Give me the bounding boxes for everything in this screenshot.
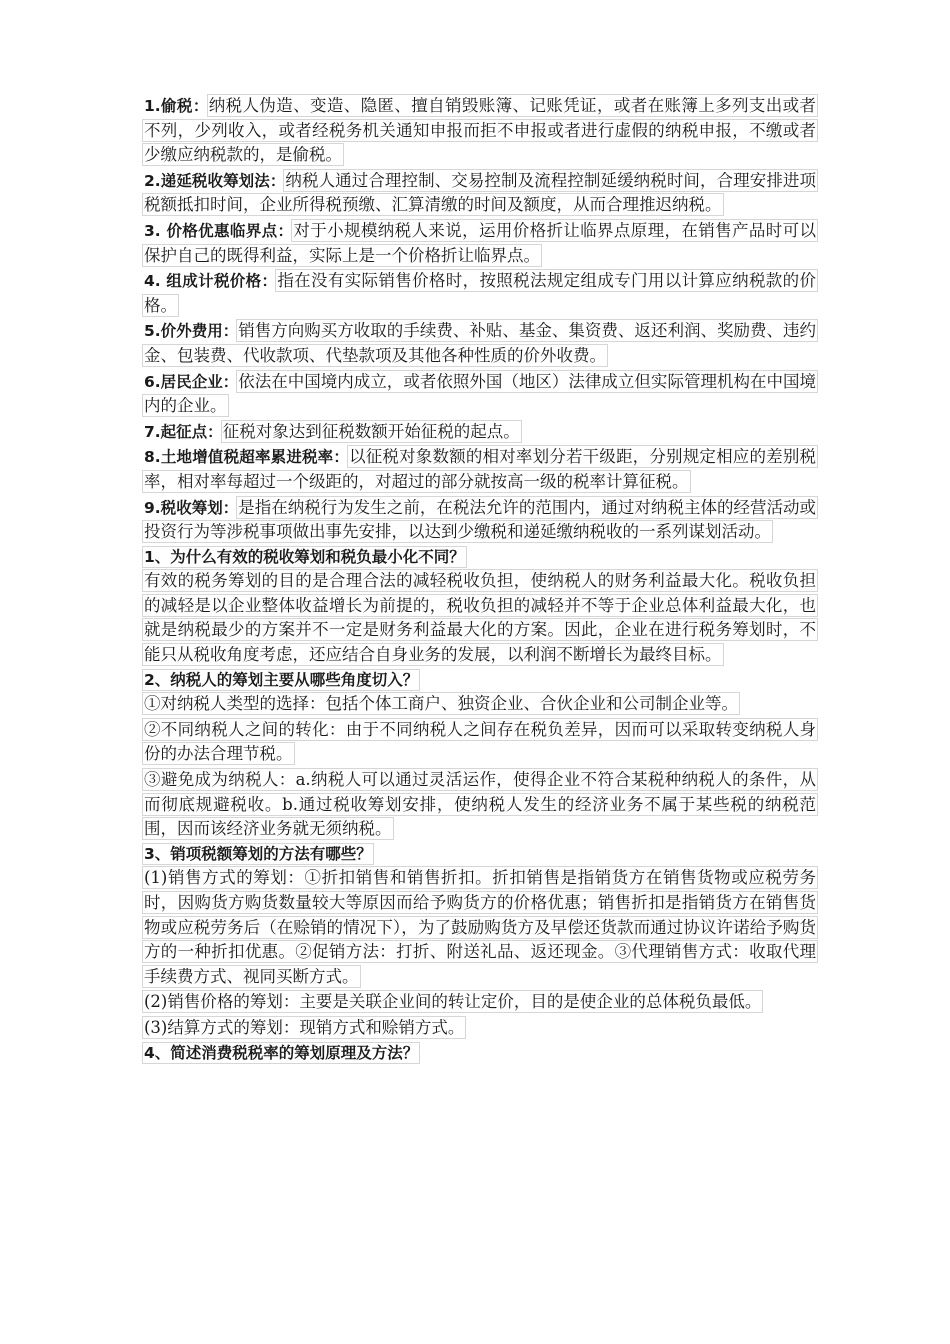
definition-text: 依法在中国境内成立，或者依照外国（地区）法律成立但实际管理机构在中国境内的企业。 bbox=[144, 371, 816, 416]
definition-term: 1.偷税： bbox=[144, 97, 209, 115]
answer-text: (1)销售方式的筹划：①折扣销售和销售折扣。折扣销售是指销货方在销售货物或应税劳务时，因购货方购货数量较大等原因而给予购货方的价格优惠；销售折扣是指销货方在销售货物或应税劳务后（在赊销的情况下），为了鼓励购货方及早偿还货款而通过协议许诺给予购货方的一种折扣优惠。②促销方法：打折、附送礼品、返还现金。③代理销售方式：收取代理手续费方式、视同买断方式。 bbox=[144, 868, 816, 986]
answer-text: ②不同纳税人之间的转化：由于不同纳税人之间存在税负差异，因而可以采取转变纳税人身份的办法合理节税。 bbox=[144, 719, 816, 764]
definition-4 bbox=[144, 269, 816, 318]
definition-term: 2.递延税收筹划法： bbox=[144, 171, 286, 190]
question-3-answer-3 bbox=[144, 1016, 816, 1041]
definition-text: 对于小规模纳税人来说，运用价格折让临界点原理，在销售产品时可以保护自己的既得利益，实际上是一个价格折让临界点。 bbox=[144, 220, 817, 265]
definition-text: 征税对象达到征税数额开始征税的起点。 bbox=[222, 421, 520, 441]
definition-term: 9.税收筹划： bbox=[144, 498, 239, 517]
answer-text: ③避免成为纳税人：a.纳税人可以通过灵活运作，使得企业不符合某税种纳税人的条件，从而彻底规避税收。b.通过税收筹划安排，使纳税人发生的经济业务不属于某些税的纳税范围，因而该经济业务就无须纳税。 bbox=[144, 770, 816, 839]
definition-3 bbox=[144, 219, 816, 268]
question-heading: 1、为什么有效的税收筹划和税负最小化不同？ bbox=[144, 547, 465, 566]
question-2-answer-1 bbox=[144, 692, 816, 717]
definition-1 bbox=[144, 94, 816, 168]
definition-term: 8.土地增值税超率累进税率： bbox=[144, 448, 350, 467]
definition-text: 纳税人伪造、变造、隐匿、擅自销毁账簿、记账凭证，或者在账簿上多列支出或者不列，少列收入，或者经税务机关通知申报而拒不申报或者进行虚假的纳税申报，不缴或者少缴应纳税款的，是偷税。 bbox=[144, 96, 816, 165]
definition-term: 7.起征点： bbox=[144, 422, 223, 441]
definition-9 bbox=[144, 496, 816, 545]
question-heading: 3、销项税额筹划的方法有哪些？ bbox=[144, 844, 372, 863]
definition-7 bbox=[144, 420, 816, 445]
question-3-answer-2 bbox=[144, 990, 816, 1015]
definition-text: 是指在纳税行为发生之前，在税法允许的范围内，通过对纳税主体的经营活动或投资行为等涉税事项做出事先安排，以达到少缴税和递延缴纳税收的一系列谋划活动。 bbox=[144, 497, 816, 542]
answer-text: (2)销售价格的筹划：主要是关联企业间的转让定价，目的是使企业的总体税负最低。 bbox=[144, 992, 762, 1012]
definition-term: 4. 组成计税价格： bbox=[144, 272, 278, 291]
definition-text: 指在没有实际销售价格时，按照税法规定组成专门用以计算应纳税款的价格。 bbox=[144, 271, 816, 315]
question-1-title bbox=[144, 545, 816, 570]
definition-term: 3. 价格优惠临界点： bbox=[144, 221, 294, 240]
definition-term: 5.价外费用： bbox=[144, 322, 239, 341]
question-heading: 4、简述消费税税率的筹划原理及方法？ bbox=[144, 1043, 419, 1062]
definition-6 bbox=[144, 370, 816, 419]
definition-text: 销售方向购买方收取的手续费、补贴、基金、集资费、返还利润、奖励费、违约金、包装费、代收款项、代垫款项及其他各种性质的价外收费。 bbox=[144, 321, 816, 365]
question-1-answer bbox=[144, 569, 816, 667]
question-heading: 2、纳税人的筹划主要从哪些角度切入？ bbox=[144, 670, 419, 689]
question-2-title bbox=[144, 668, 816, 693]
question-2-answer-2 bbox=[144, 718, 816, 767]
definition-5 bbox=[144, 319, 816, 368]
definition-2 bbox=[144, 169, 816, 218]
question-2-answer-3 bbox=[144, 768, 816, 842]
definition-8 bbox=[144, 445, 816, 494]
question-3-answer-1 bbox=[144, 866, 816, 989]
definition-text: 纳税人通过合理控制、交易控制及流程控制延缓纳税时间，合理安排进项税额抵扣时间，企业所得税预缴、汇算清缴的时间及额度，从而合理推迟纳税。 bbox=[144, 170, 816, 215]
answer-text: ①对纳税人类型的选择：包括个体工商户、独资企业、合伙企业和公司制企业等。 bbox=[144, 694, 738, 714]
definition-text: 以征税对象数额的相对率划分若干级距，分别规定相应的差别税率，相对率每超过一个级距的，对超过的部分就按高一级的税率计算征税。 bbox=[144, 447, 816, 491]
definition-term: 6.居民企业： bbox=[144, 372, 239, 391]
question-3-title bbox=[144, 842, 816, 867]
question-4-title bbox=[144, 1041, 816, 1066]
answer-text: 有效的税务筹划的目的是合理合法的减轻税收负担，使纳税人的财务利益最大化。税收负担的减轻是以企业整体收益增长为前提的，税收负担的减轻并不等于企业总体利益最大化，也就是纳税最少的方案并不一定是财务利益最大化的方案。因此，企业在进行税务筹划时，不能只从税收角度考虑，还应结合自身业务的发展，以利润不断增长为最终目标。 bbox=[144, 571, 816, 665]
answer-text: (3)结算方式的筹划：现销方式和赊销方式。 bbox=[144, 1017, 465, 1037]
